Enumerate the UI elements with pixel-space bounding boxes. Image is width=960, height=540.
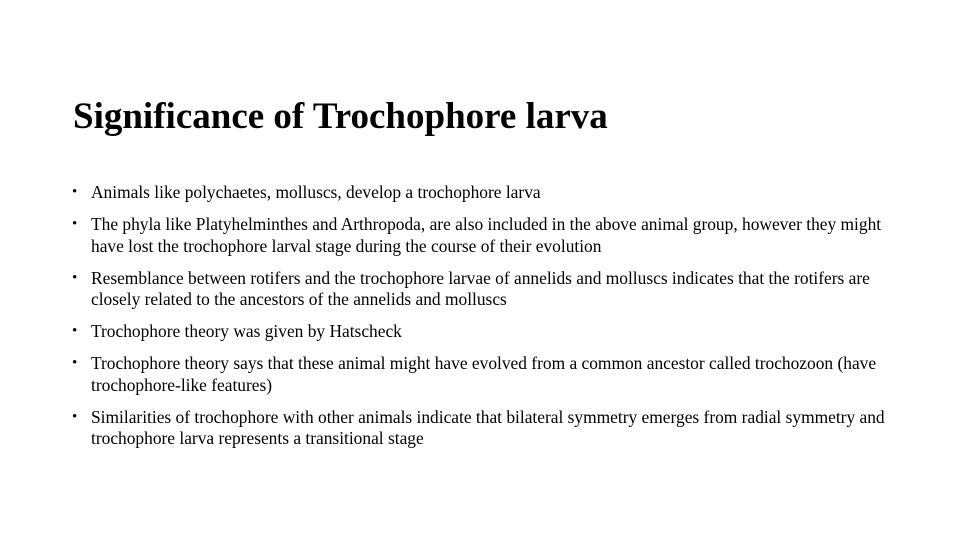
bullet-icon: • [72,269,78,286]
bullet-icon: • [72,408,78,425]
bullet-icon: • [72,184,78,200]
bullet-text: Resemblance between rotifers and the trochophore larvae of annelids and molluscs indicates that the rotifers are closely related to the ancestors of the annelids and molluscs [91,267,870,309]
bullet-item [72,268,902,311]
bullet-text: Similarities of trochophore with other animals indicate that bilateral symmetry emerges from radial symmetry and trochophore larva represents a transitional stage [91,406,885,448]
bullet-item [72,353,902,396]
bullet-list [72,182,902,460]
bullet-icon: • [72,355,78,371]
bullet-text: Animals like polychaetes, molluscs, develop a trochophore larva [91,182,541,202]
bullet-text: The phyla like Platyhelminthes and Arthropoda, are also included in the above animal group, however they might have lost the trochophore larval stage during the course of their evolution [91,214,882,256]
bullet-icon: • [72,216,78,232]
slide-title: Significance of Trochophore larva [73,96,608,137]
bullet-text: Trochophore theory says that these animal might have evolved from a common ancestor called trochozoon (have trochophore-like features) [91,353,877,395]
bullet-item [72,214,902,257]
bullet-item [72,321,902,343]
bullet-text: Trochophore theory was given by Hatscheck [91,321,402,341]
bullet-icon: • [72,323,78,339]
bullet-item [72,407,902,450]
bullet-item [72,182,902,204]
